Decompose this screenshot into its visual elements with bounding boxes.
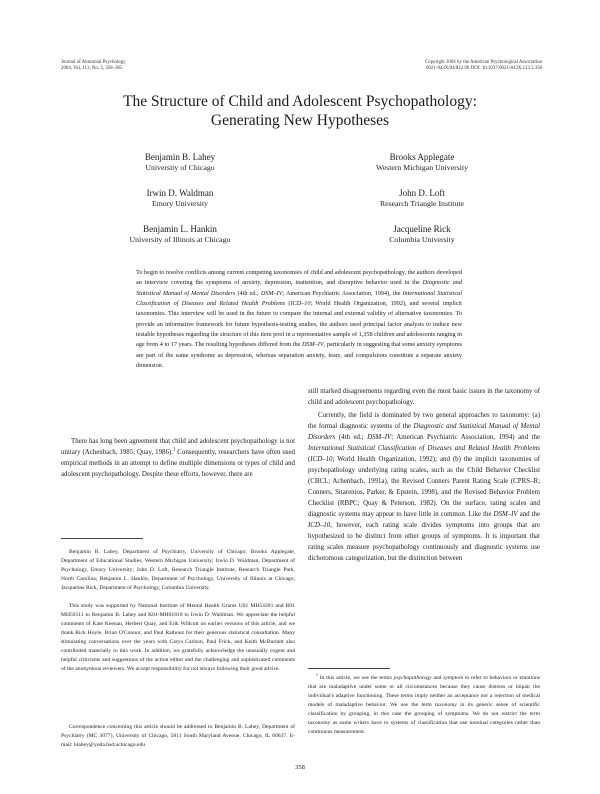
page-number: 358 (295, 764, 305, 771)
author-block (322, 188, 522, 209)
author-name: Irwin D. Waldman (146, 188, 214, 198)
author-name: Jacqueline Rick (393, 224, 451, 234)
body-text: Consequently, researchers have often used empirical methods in an attempt to define multiple dimensions or types of child and adolescent psychopathology. Despite these efforts, however, there are (61, 449, 295, 478)
footnote-italic: symptom (443, 675, 464, 681)
body-italic: ICD–10 (310, 456, 333, 463)
body-italic: DSM–IV (493, 511, 518, 518)
author-block (80, 188, 280, 209)
abstract-text: (4th ed.; (235, 289, 261, 297)
author-note-correspondence: Correspondence concerning this article should be addressed to Benjamin B. Lahey, Department of Psychiatry (MC 3077), University of Chicago, 5811 South Maryland Avenue, Chicago, IL 60637. E-mail: blahey@yoda.bsd.uchicago.edu (61, 724, 295, 748)
body-italic: International Statistical Classification of Diseases and Related Health Problems (308, 445, 540, 452)
footnote-text: In this article, we use the terms (317, 675, 394, 681)
body-italic: Diagnostic and Statistical Manual of Mental Disorders (308, 423, 540, 441)
abstract-italic: Diagnostic and Statistical Manual of Mental Disorders (136, 279, 462, 297)
author-name: Benjamin B. Lahey (144, 152, 216, 162)
footnote-text: in its generic sense of scientific classification by grouping, in this case the grouping of symptoms. We do not restrict the term taxonomy as some writers have to systems of classification that use nominal categories rather than continuous measurement. (308, 701, 540, 735)
author-note-affiliations: Benjamin B. Lahey, Department of Psychiatry, University of Chicago; Brooks Applegate, Department of Educational Studies, Western Michigan University; Irwin D. Waldman, Department of Psychology, Emory University; John D. Loft, Research Triangle Institute, Research Triangle Park, North Carolina; Benjamin L. Hankin, Department of Psychology, University of Illinois at Chicago; Jacqueline Rick, Department of Psychology, Columbia University. (61, 549, 295, 591)
footnote-italic: psychopathology (393, 675, 432, 681)
copyright-line: Copyright 2004 by the American Psychological Association (424, 60, 542, 65)
article-title (0, 92, 600, 130)
author-note-divider (61, 538, 143, 539)
abstract-text: ; World Health Organization, 1992), and several implicit taxonomies. This interview will be used in the future to compare the internal and external validity of alternative taxonomies. To provide an informative framework for future hypothesis-testing studies, the authors used principal factor analysis to induce new testable hypotheses regarding the structure of this item pool in a representative sample of 1,358 children and adolescents ranging in age from 4 to 17 years. The resulting hypotheses differed from the (136, 300, 462, 349)
body-text: ( (308, 456, 311, 463)
abstract-italic: International Statistical Classification of Diseases and Related Health Problems (136, 289, 462, 308)
abstract-text: , particularly in suggesting that some anxiety symptoms are part of the same syndrome as depression, whereas separation anxiety, fears, and compulsions constitute a separate anxiety dimension. (136, 341, 462, 370)
body-text: , however, each rating scale divides symptoms into groups that are hypothesized to be distinct from other groups of symptoms. It is important that rating scales measure psychopathology continuously and diagnostic systems use dichotomous categorization, but the distinction between (308, 522, 540, 562)
author-name: Benjamin L. Hankin (143, 224, 217, 234)
body-text: ; American Psychiatric Association, 1994) and the (391, 434, 540, 441)
author-note-acknowledgments: This study was supported by National Institute of Mental Health Grants U01 MH54281 and R01 MH59111 to Benjamin B. Lahey and K01-MH01818 to Irwin D. Waldman. We appreciate the helpful comments of Kate Keenan, Herbert Quay, and Erik Willcutt on earlier versions of this article, and we thank Rick Hoyle, Brian O'Connor, and Paul Rathouz for their generous statistical consultation. Many stimulating conversations over the years with Carya Carlson, Paul Frick, and Keith McBurnett also contributed materially to this work. In addition, we gratefully acknowledge the unusually cogent and helpful criticisms and suggestions of the action editor and the challenging and sophisticated comments of the anonymous reviewers. We accept responsibility for not always following their good advice. (61, 603, 295, 672)
author-affiliation: University of Chicago (145, 163, 215, 172)
footnote-1 (308, 674, 540, 737)
author-block (322, 152, 522, 173)
body-text: ; World Health Organization, 1992); and (b) the implicit taxonomies of psychopathology underlying rating scales, such as the Child Behavior Checklist (CBCL; Achenbach, 1991a), the Revised Conners Parent Rating Scale (CPRS–R; Conners, Sitarenios, Parker, & Epstein, 1998), and the Revised Behavior Problem Checklist (RBPC; Quay & Peterson, 1982). On the surface, rating scales and diagnostic systems may appear to have little in common. Like the (308, 456, 540, 518)
body-italic: ICD–10 (308, 522, 331, 529)
author-block (80, 224, 280, 245)
author-affiliation: Western Michigan University (375, 163, 469, 172)
body-paragraph-right-1: still marked disagreements regarding even the most basic issues in the taxonomy of child and adolescent psychopathology. (308, 388, 540, 406)
abstract-italic: DSM–IV (301, 341, 324, 349)
footnote-divider (308, 668, 390, 669)
footnote-marker: 1 (172, 447, 176, 453)
abstract-text: ; American Psychiatric Association, 1994), the (282, 289, 403, 297)
body-paragraph-right-2 (308, 410, 540, 564)
body-italic: DSM–IV (367, 434, 392, 441)
title-line-1: The Structure of Child and Adolescent Psychopathology: (123, 93, 477, 110)
body-text: (4th ed.; (335, 434, 368, 441)
body-text: There has long been agreement that child and adolescent psychopathology is not unitary (Achenbach, 1985; Quay, 1986). (61, 438, 295, 456)
body-text: and the (517, 511, 541, 518)
footnote-number: 1 (316, 673, 318, 678)
body-paragraph-left (61, 436, 295, 480)
author-name: John D. Loft (399, 188, 445, 198)
journal-name: Journal of Abnormal Psychology (61, 60, 126, 65)
footnote-italic: taxonomy (435, 701, 457, 708)
author-affiliation: Columbia University (389, 235, 455, 244)
author-block (80, 152, 280, 173)
journal-citation: 2004, Vol. 113, No. 3, 358–385 (61, 66, 123, 71)
author-affiliation: University of Illinois at Chicago (129, 235, 231, 244)
author-affiliation: Emory University (151, 199, 209, 208)
doi-line: 0021-843X/04/$12.00 DOI: 10.1037/0021-843X.113.3.358 (426, 66, 542, 71)
footnote-text: to refer to behaviors or emotions that are maladaptive under some or all circumstances because they cause distress or impair the individual's adaptive functioning. These terms imply neither an acceptance nor a rejection of medical models of maladaptive behavior. We use the term (308, 675, 541, 708)
abstract-text: ( (285, 300, 291, 308)
abstract-text: To begin to resolve conflicts among current competing taxonomies of child and adolescent psychopathology, the authors developed an interview covering the symptoms of anxiety, depression, inattention, and disruptive behavior used in the (136, 269, 462, 287)
footnote-text: and (431, 675, 444, 681)
abstract (136, 268, 462, 371)
abstract-italic: ICD–10 (290, 300, 311, 308)
title-line-2: Generating New Hypotheses (210, 112, 390, 129)
journal-header (61, 60, 126, 72)
copyright-header (425, 60, 542, 72)
abstract-italic: DSM–IV (260, 289, 283, 297)
author-name: Brooks Applegate (389, 152, 455, 162)
author-block (322, 224, 522, 245)
body-text: Currently, the field is dominated by two general approaches to taxonomy: (a) the formal diagnostic systems of the (308, 412, 540, 430)
author-affiliation: Research Triangle Institute (379, 199, 465, 208)
